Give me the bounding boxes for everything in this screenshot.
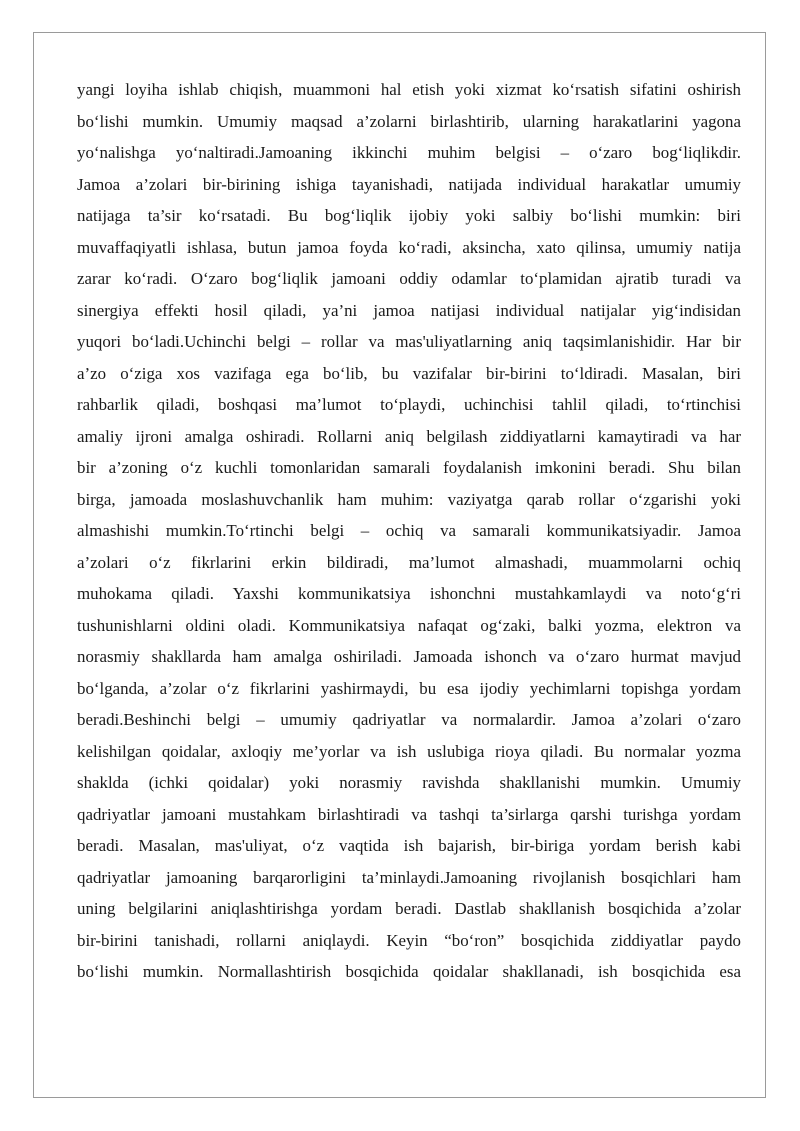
body-text — [77, 74, 741, 988]
text-line: bir-birini tanishadi, rollarni aniqlaydi. Keyin “bo‘ron” bosqichida ziddiyatlar paydo — [77, 930, 741, 950]
text-line: bir a’zoning o‘z kuchli tomonlaridan samarali foydalanish imkonini beradi. Shu bilan — [77, 458, 741, 477]
text-line: amaliy ijroni amalga oshiradi. Rollarni aniq belgilash ziddiyatlarni kamaytiradi va har — [77, 426, 741, 446]
text-line: yo‘nalishga yo‘naltiradi.Jamoaning ikkinchi muhim belgisi – o‘zaro bog‘liqlikdir. — [77, 143, 741, 162]
text-line: bo‘lishi mumkin. Normallashtirish bosqichida qoidalar shakllanadi, ish bosqichida esa — [77, 962, 741, 981]
text-line: yangi loyiha ishlab chiqish, muammoni hal etish yoki xizmat ko‘rsatish sifatini oshirish — [77, 80, 741, 99]
text-line: Jamoa a’zolari bir-birining ishiga tayanishadi, natijada individual harakatlar umumiy — [77, 174, 741, 194]
text-line: tushunishlarni oldini oladi. Kommunikatsiya nafaqat og‘zaki, balki yozma, elektron va — [77, 615, 741, 635]
text-line: muvaffaqiyatli ishlasa, butun jamoa foyda ko‘radi, aksincha, xato qilinsa, umumiy natija — [77, 237, 741, 257]
text-line: beradi. Masalan, mas'uliyat, o‘z vaqtida ish bajarish, bir-biriga yordam berish kabi — [77, 836, 741, 855]
text-line: norasmiy shakllarda ham amalga oshiriladi. Jamoada ishonch va o‘zaro hurmat mavjud — [77, 647, 741, 666]
text-line: natijaga ta’sir ko‘rsatadi. Bu bog‘liqlik ijobiy yoki salbiy bo‘lishi mumkin: biri — [77, 206, 741, 225]
text-line: kelishilgan qoidalar, axloqiy me’yorlar va ish uslubiga rioya qiladi. Bu normalar yozma — [77, 741, 741, 761]
text-line: bo‘lishi mumkin. Umumiy maqsad a’zolarni birlashtirib, ularning harakatlarini yagona — [77, 111, 741, 131]
text-line: a’zo o‘ziga xos vazifaga ega bo‘lib, bu vazifalar bir-birini to‘ldiradi. Masalan, biri — [77, 363, 741, 383]
text-line: almashishi mumkin.To‘rtinchi belgi – ochiq va samarali kommunikatsiyadir. Jamoa — [77, 521, 741, 540]
text-line: zarar ko‘radi. O‘zaro bog‘liqlik jamoani oddiy odamlar to‘plamidan ajratib turadi va — [77, 269, 741, 288]
text-line: rahbarlik qiladi, boshqasi ma’lumot to‘playdi, uchinchisi tahlil qiladi, to‘rtinchisi — [77, 395, 741, 414]
text-line: qadriyatlar jamoani mustahkam birlashtiradi va tashqi ta’sirlarga qarshi turishga yordam — [77, 804, 741, 824]
text-line: a’zolari o‘z fikrlarini erkin bildiradi, ma’lumot almashadi, muammolarni ochiq — [77, 552, 741, 572]
text-line: muhokama qiladi. Yaxshi kommunikatsiya ishonchni mustahkamlaydi va noto‘g‘ri — [77, 584, 741, 603]
text-line: uning belgilarini aniqlashtirishga yordam beradi. Dastlab shakllanish bosqichida a’zolar — [77, 899, 741, 918]
text-line: beradi.Beshinchi belgi – umumiy qadriyatlar va normalardir. Jamoa a’zolari o‘zaro — [77, 710, 741, 729]
text-line: bo‘lganda, a’zolar o‘z fikrlarini yashirmaydi, bu esa ijodiy yechimlarni topishga yordam — [77, 678, 741, 698]
text-line: birga, jamoada moslashuvchanlik ham muhim: vaziyatga qarab rollar o‘zgarishi yoki — [77, 489, 741, 509]
text-line: qadriyatlar jamoaning barqarorligini ta’minlaydi.Jamoaning rivojlanish bosqichlari ham — [77, 867, 741, 887]
text-line: shaklda (ichki qoidalar) yoki norasmiy ravishda shakllanishi mumkin. Umumiy — [77, 773, 741, 792]
text-line: sinergiya effekti hosil qiladi, ya’ni jamoa natijasi individual natijalar yig‘indisidan — [77, 300, 741, 320]
text-line: yuqori bo‘ladi.Uchinchi belgi – rollar va mas'uliyatlarning aniq taqsimlanishidir. Har bir — [77, 332, 741, 351]
